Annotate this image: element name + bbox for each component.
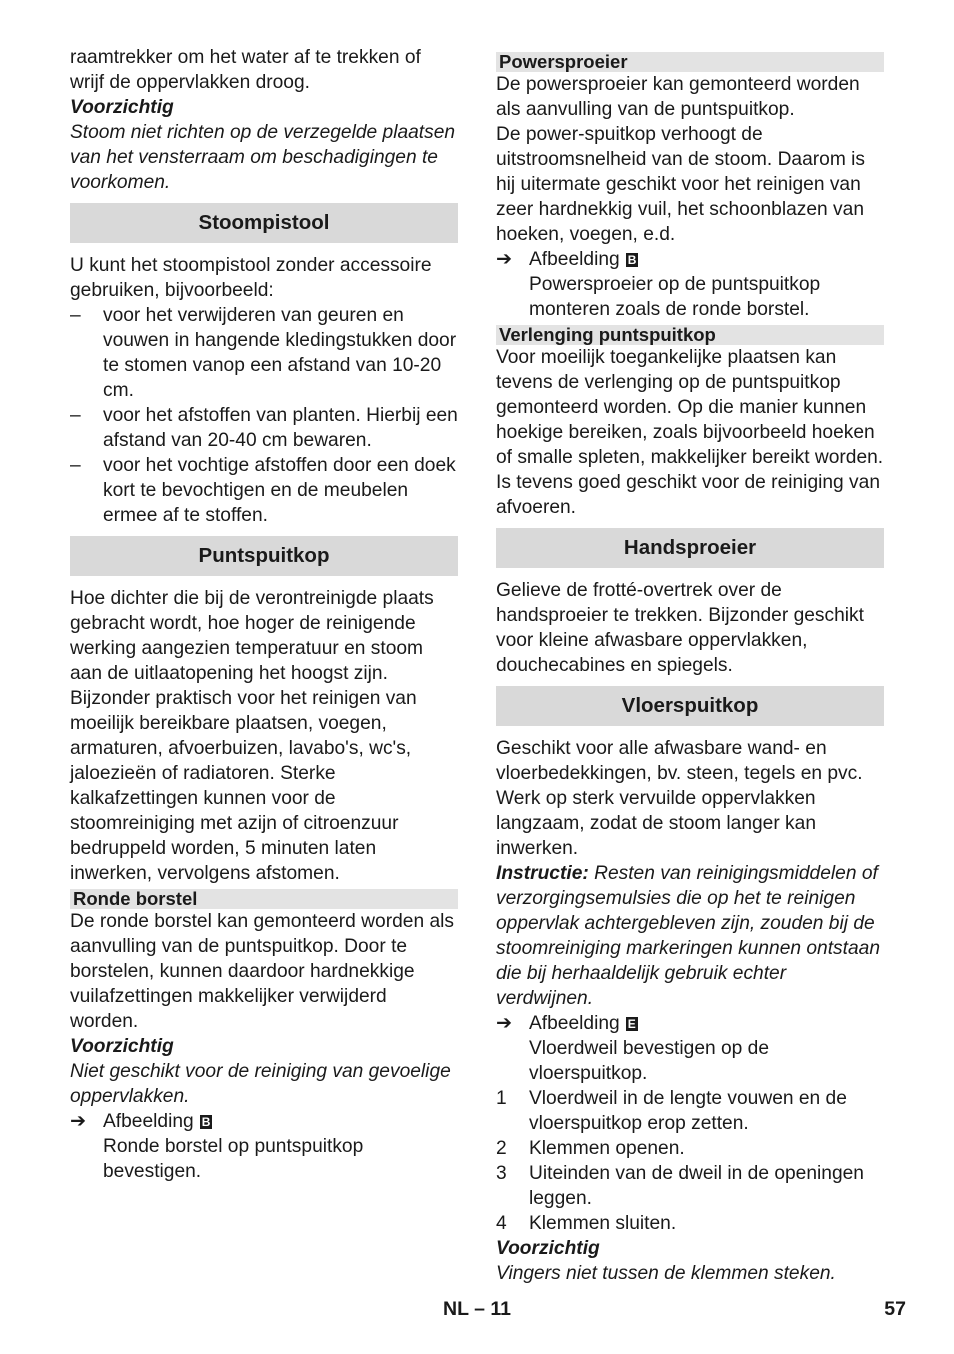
list-item-text: voor het vochtige afstoffen door een doek kort te bevochtigen en de meubelen ermee af te stoffen.	[103, 455, 456, 526]
section-heading-vloerspuitkop: Vloerspuitkop	[496, 686, 884, 726]
figure-reference	[496, 247, 884, 272]
section-heading-puntspuitkop: Puntspuitkop	[70, 536, 458, 576]
step-item	[496, 1136, 884, 1161]
figure-label: Afbeelding	[529, 249, 620, 270]
caution-title: Voorzichtig	[70, 1036, 174, 1057]
arrow-right-icon: ➔	[70, 1111, 87, 1132]
arrow-right-icon: ➔	[496, 1013, 513, 1034]
figure-ref-badge: E	[627, 1017, 636, 1031]
figure-ref-badge: B	[201, 1115, 211, 1129]
figure-instruction-text: Vloerdweil bevestigen op de vloerspuitkop.	[529, 1038, 770, 1084]
caution-title: Voorzichtig	[70, 97, 174, 118]
intro-text: raamtrekker om het water af te trekken of wrijf de oppervlakken droog.	[70, 47, 421, 93]
step-number: 1	[496, 1088, 507, 1109]
subheading-powersproeier: Powersproeier	[496, 52, 884, 72]
subheading-verlenging-puntspuitkop: Verlenging puntspuitkop	[496, 325, 884, 345]
step-text: Klemmen sluiten.	[529, 1213, 677, 1234]
figure-instruction-text: Powersproeier op de puntspuitkop monteren zoals de ronde borstel.	[529, 274, 821, 320]
instruction-label: Instructie:	[496, 863, 589, 884]
subheading-ronde-borstel: Ronde borstel	[70, 889, 458, 909]
step-item	[496, 1211, 884, 1236]
list-item-text: voor het verwijderen van geuren en vouwen in hangende kledingstukken door te stomen vanop een afstand van 10-20 cm.	[103, 305, 457, 401]
caution-text: Stoom niet richten op de verzegelde plaatsen van het vensterraam om beschadigingen te voorkomen.	[70, 122, 456, 193]
step-number: 4	[496, 1213, 507, 1234]
step-item	[496, 1086, 884, 1136]
figure-instruction	[496, 272, 884, 322]
right-column	[496, 50, 884, 1286]
step-text: Vloerdweil in de lengte vouwen en de vloerspuitkop erop zetten.	[529, 1088, 847, 1134]
verlenging-text: Voor moeilijk toegankelijke plaatsen kan tevens de verlenging op de puntspuitkop gemonteerd worden. Op die manier kunnen hoekige bereiken, zoals bijvoorbeeld hoeken of smalle spleten, makkelijker bereikt worden. Is tevens goed geschikt voor de reiniging van afvoeren.	[496, 347, 884, 518]
instruction-note	[496, 861, 884, 1011]
powersproeier-text-2: De power-spuitkop verhoogt de uitstroomsnelheid van de stoom. Daarom is hij uitermate geschikt voor het reinigen van zeer hardnekkig vuil, het schoonblazen van hoeken, voegen, e.d.	[496, 124, 865, 245]
figure-instruction	[496, 1036, 884, 1086]
step-text: Klemmen openen.	[529, 1138, 685, 1159]
list-item	[70, 403, 458, 453]
figure-reference	[496, 1011, 884, 1036]
step-item	[496, 1161, 884, 1211]
dash-bullet: –	[70, 305, 81, 326]
left-column	[70, 45, 458, 1184]
section-heading-stoompistool: Stoompistool	[70, 203, 458, 243]
caution-title: Voorzichtig	[496, 1238, 600, 1259]
dash-bullet: –	[70, 405, 81, 426]
powersproeier-text-1: De powersproeier kan gemonteerd worden als aanvulling van de puntspuitkop.	[496, 74, 860, 120]
page-label: NL – 11	[443, 1298, 511, 1320]
step-text: Uiteinden van de dweil in de openingen leggen.	[529, 1163, 864, 1209]
figure-ref-badge: B	[627, 253, 637, 267]
figure-label: Afbeelding	[529, 1013, 620, 1034]
instruction-text: Resten van reinigingsmiddelen of verzorgingsemulsies die op het te reinigen oppervlak achtergebleven zijn, zouden bij de stoomreiniging markeringen kunnen ontstaan die bij herhaaldelijk gebruik echter verdwijnen.	[496, 863, 880, 1009]
ronde-borstel-text: De ronde borstel kan gemonteerd worden als aanvulling van de puntspuitkop. Door te borstelen, kunnen daardoor hardnekkige vuilafzettingen makkelijker verwijderd worden.	[70, 911, 454, 1032]
figure-instruction-text: Ronde borstel op puntspuitkop bevestigen.	[103, 1136, 364, 1182]
stoompistool-intro: U kunt het stoompistool zonder accessoire gebruiken, bijvoorbeeld:	[70, 255, 432, 301]
figure-reference	[70, 1109, 458, 1134]
dash-bullet: –	[70, 455, 81, 476]
arrow-right-icon: ➔	[496, 249, 513, 270]
list-item	[70, 303, 458, 403]
handsproeier-text: Gelieve de frotté-overtrek over de handsproeier te trekken. Bijzonder geschikt voor kleine afwasbare oppervlakken, douchecabines en spiegels.	[496, 580, 864, 676]
vloerspuitkop-text: Geschikt voor alle afwasbare wand- en vloerbedekkingen, bv. steen, tegels en pvc. Werk op sterk vervuilde oppervlakken langzaam, zodat de stoom langer kan inwerken.	[496, 738, 863, 859]
page-number: 57	[884, 1298, 906, 1320]
section-heading-handsproeier: Handsproeier	[496, 528, 884, 568]
step-number: 3	[496, 1163, 507, 1184]
puntspuitkop-text: Hoe dichter die bij de verontreinigde plaats gebracht wordt, hoe hoger de reinigende werking aangezien temperatuur en stoom aan de uitlaatopening het hoogst zijn. Bijzonder praktisch voor het reinigen van moeilijk bereikbare plaatsen, voegen, armaturen, afvoerbuizen, lavabo's, wc's, jaloezieën of radiatoren. Sterke kalkafzettingen kunnen voor de stoomreiniging met azijn of citroenzuur bedruppeld worden, 5 minuten laten inwerken, vervolgens afstomen.	[70, 588, 434, 884]
caution-text: Vingers niet tussen de klemmen steken.	[496, 1263, 836, 1284]
step-number: 2	[496, 1138, 507, 1159]
figure-label: Afbeelding	[103, 1111, 194, 1132]
list-item	[70, 453, 458, 528]
figure-instruction	[70, 1134, 458, 1184]
caution-text: Niet geschikt voor de reiniging van gevoelige oppervlakken.	[70, 1061, 451, 1107]
list-item-text: voor het afstoffen van planten. Hierbij een afstand van 20-40 cm bewaren.	[103, 405, 458, 451]
